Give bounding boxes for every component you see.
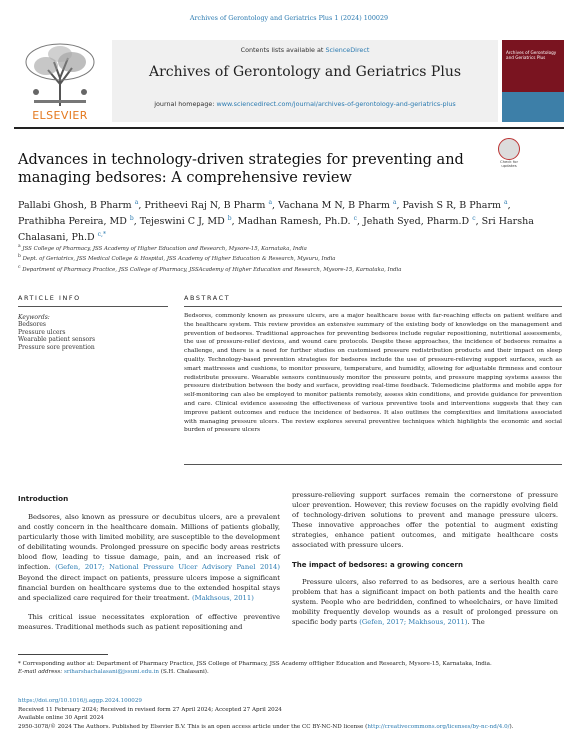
available-online: Available online 30 April 2024 bbox=[18, 715, 104, 722]
footnote-rule bbox=[18, 654, 108, 655]
contents-prefix: Contents lists available at bbox=[240, 46, 326, 54]
masthead-rule bbox=[14, 127, 564, 129]
section-subheading: The impact of bedsores: a growing concern bbox=[292, 560, 463, 569]
citation-link[interactable]: (Gefen, 2017; Makhsous, 2011) bbox=[359, 618, 468, 627]
journal-title: Archives of Gerontology and Geriatrics Plus bbox=[148, 64, 462, 80]
elsevier-wordmark: ELSEVIER bbox=[32, 109, 88, 122]
journal-cover bbox=[502, 40, 564, 122]
author[interactable]: Pritheevi Raj N, B Pharm $^a$ bbox=[144, 199, 273, 212]
doi-link[interactable]: https://doi.org/10.1016/j.aggp.2024.100029 bbox=[18, 698, 142, 704]
journal-reference[interactable]: Archives of Gerontology and Geriatrics Plus 1 (2024) 100029 bbox=[189, 14, 389, 22]
keywords-label: Keywords: bbox=[18, 314, 50, 321]
keyword: Pressure ulcers bbox=[18, 328, 66, 336]
cover-title: Archives of Gerontology and Geriatrics Plus bbox=[506, 50, 557, 60]
affiliation: $^c$ Department of Pharmacy Practice, JSS College of Pharmacy, JSSAcademy of Higher Education and Research, Mysore-15, Karnataka, India bbox=[18, 264, 402, 273]
keyword: Wearable patient sensors bbox=[18, 336, 96, 344]
keyword: Bedsores bbox=[18, 321, 46, 329]
paragraph: Bedsores, also known as pressure or decubitus ulcers, are a prevalent and costly concern in the healthcare domain. Millions of patients globally, particularly those with limited mobility, are susceptible to the development of debilitating wounds. Prolonged pressure on specific body areas restricts blood flow, leading to tissue damage, pain, and an increased risk of infection. (Gefen, 2017; National Pressure Ulcer Advisory Panel 2014) Beyond the direct impact on patients, pressure ulcers impose a significant financial burden on healthcare systems due to the extended hospital stays and specialized care required for their treatment. (Makhsous, 2011) bbox=[18, 513, 280, 602]
body-column-left bbox=[18, 512, 280, 641]
paragraph: This critical issue necessitates exploration of effective preventive measures. Traditional methods such as patient repositioning and bbox=[18, 612, 280, 631]
homepage-line bbox=[112, 100, 498, 108]
keyword: Pressure sore prevention bbox=[18, 343, 95, 351]
article-info-heading: ARTICLE INFO bbox=[18, 294, 81, 302]
author[interactable]: Jehath Syed, Pharm.D $^c$ bbox=[363, 215, 476, 228]
abstract-heading: ABSTRACT bbox=[184, 294, 231, 302]
license-link[interactable]: http://creativecommons.org/licenses/by-nc-nd/4.0/ bbox=[367, 723, 510, 730]
corresponding-author-note: * Corresponding author at: Department of Pharmacy Practice, JSS College of Pharmacy, JSS Academy ofHigher Education and Research, Mysore-15, Karnataka, India. bbox=[18, 661, 492, 667]
email-label: E-mail address: bbox=[18, 669, 63, 676]
citation-link[interactable]: (Makhsous, 2011) bbox=[191, 593, 254, 602]
author[interactable]: Pallabi Ghosh, B Pharm $^a$ bbox=[18, 199, 139, 212]
publication-info bbox=[18, 697, 558, 731]
abstract-text: Bedsores, commonly known as pressure ulcers, are a major healthcare issue with far-reaching effects on patient welfare and the healthcare system. This review provides an extensive summary of the existing body of knowledge on the management and prevention of bedsores. Traditional approaches for preventing bedsores include regular repositioning, nutritional assessments, the use of pressure-relief devices, and wound care protocols. Despite these approaches, the incidence of bedsores remains a challenge, and there is a need for further studies on customised pressure redistribution products and their impact on sleep quality. Technology-based prevention strategies for bedsores include the use of pressure-relieving support surfaces, such as smart mattresses and cushions, to monitor pressure, temperature, and humidity, allowing for adjustable firmness and contour redistribute pressure. Wearable sensors continuously monitor the pressure points, and pressure mapping systems assess the pressure distribution between the body and surface, providing real-time feedback. Telemedicine platforms and mobile apps for self-monitoring can also be employed to monitor patients remotely, assess skin conditions, and provide guidance for prevention and care. Clinical evidence assessing the effectiveness of various preventive tools and interventions suggests that they can improve patient outcomes and reduce the incidence of bedsores. It also outlines the complexities and limitations associated with managing pressure ulcers. The review explores several preventive techniques which highlights the economic and social burden of pressure ulcers bbox=[184, 313, 562, 434]
elsevier-tree-icon bbox=[14, 40, 106, 108]
introduction-heading: Introduction bbox=[18, 494, 69, 503]
keywords-block bbox=[18, 314, 168, 351]
check-for-updates-button[interactable] bbox=[492, 138, 526, 172]
author[interactable]: Madhan Ramesh, Ph.D. $^c$ bbox=[237, 215, 357, 228]
cover-image-band bbox=[502, 92, 564, 122]
body-column-right bbox=[292, 490, 558, 636]
author-list: Pallabi Ghosh, B Pharm $^a$, Pritheevi Raj N, B Pharm $^a$, Vachana M N, B Pharm $^a$, Pavish S R, B Pharm $^a$, Prathibha Pereira, MD $^b$, Tejeswini C J, MD $^b$, Madhan Ramesh, Ph.D. $^c$, Jehath Syed, Pharm.D $^c$, Sri Harsha Chalasani, Ph.D $^{c,*}$ bbox=[18, 199, 534, 244]
received-dates: Received 11 February 2024; Received in revised form 27 April 2024; Accepted 27 April 2024 bbox=[18, 706, 282, 713]
article-info-rule bbox=[18, 306, 168, 307]
author[interactable]: Tejeswini C J, MD $^b$ bbox=[139, 215, 232, 228]
journal-homepage-link[interactable]: www.sciencedirect.com/journal/archives-of-gerontology-and-geriatrics-plus bbox=[216, 100, 456, 108]
license-line: 2950-3078/© 2024 The Authors. Published by Elsevier B.V. This is an open access article under the CC BY-NC-ND license (http://creativecommons.org/licenses/by-nc-nd/4.0/). bbox=[18, 723, 514, 730]
author[interactable]: Sri Harsha Chalasani, Ph.D $^{c,*}$ bbox=[18, 216, 534, 244]
affiliations bbox=[18, 243, 548, 274]
homepage-prefix: journal homepage: bbox=[154, 100, 217, 108]
affiliation: $^a$ JSS College of Pharmacy, JSS Academy of Higher Education and Research, Mysore-15, Karnataka, India bbox=[18, 244, 307, 252]
abstract-rule bbox=[184, 306, 562, 307]
paragraph: Pressure ulcers, also referred to as bedsores, are a serious health care problem that has a significant impact on both patients and the health care system. People who are bedridden, confined to wheelchairs, or have limited mobility frequently develop wounds as a result of prolonged pressure on specific body parts (Gefen, 2017; Makhsous, 2011). The bbox=[292, 577, 558, 627]
affiliation: $^b$ Dept. of Geriatrics, JSS Medical College & Hospital, JSS Academy of Higher Education & Research, Mysuru, India bbox=[18, 254, 336, 263]
check-updates-label: Check for updates bbox=[499, 159, 519, 169]
footnotes bbox=[18, 660, 558, 677]
email-link[interactable]: sriharshachalasani@jssuni.edu.in bbox=[63, 669, 160, 676]
author[interactable]: Pavish S R, B Pharm $^a$ bbox=[402, 199, 508, 212]
email-line: E-mail address: sriharshachalasani@jssuni.edu.in (S.H. Chalasani). bbox=[18, 669, 209, 676]
author[interactable]: Vachana M N, B Pharm $^a$ bbox=[278, 199, 397, 212]
abstract-end-rule bbox=[184, 464, 562, 465]
citation-link[interactable]: (Gefen, 2017; National Pressure Ulcer Advisory Panel 2014) bbox=[55, 563, 280, 572]
paragraph: pressure-relieving support surfaces remain the cornerstone of pressure ulcer prevention. However, this review focuses on the rapidly evolving field of technology-driven solutions to prevent and manage pressure ulcers. These innovative approaches offer the potential to augment existing strategies, enhance patient outcomes, and mitigate healthcare costs associated with pressure ulcers. bbox=[292, 491, 558, 550]
sciencedirect-link[interactable]: ScienceDirect bbox=[325, 46, 370, 54]
author[interactable]: Prathibha Pereira, MD $^b$ bbox=[18, 215, 134, 228]
article-title: Advances in technology-driven strategies for preventing and managing bedsores: A comprehensive review bbox=[18, 152, 464, 186]
elsevier-logo bbox=[14, 40, 106, 122]
contents-line bbox=[112, 46, 498, 54]
check-updates-icon bbox=[498, 138, 520, 160]
